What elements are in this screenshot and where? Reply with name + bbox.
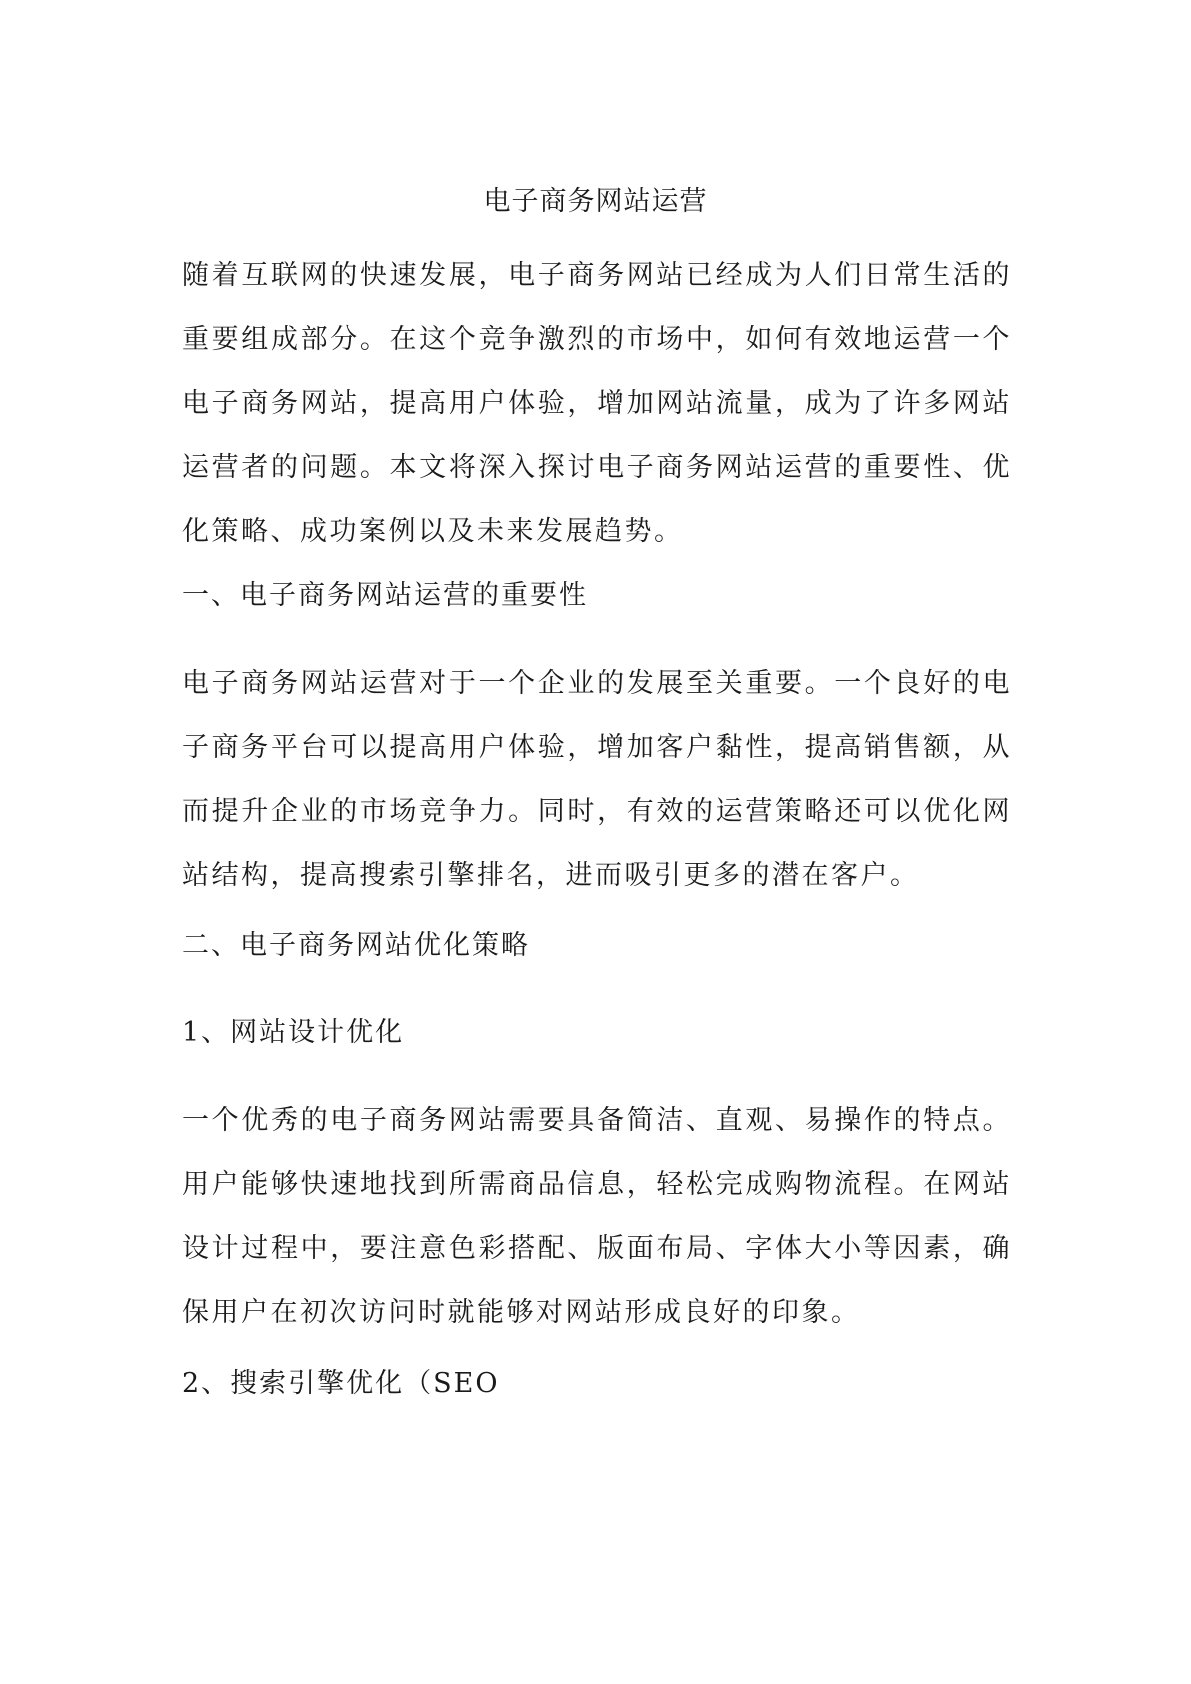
section1-heading: 一、电子商务网站运营的重要性 — [182, 580, 588, 611]
subsection2-heading: 2、搜索引擎优化（SEO — [182, 1368, 500, 1399]
subsection1-paragraph: 一个优秀的电子商务网站需要具备简洁、直观、易操作的特点。用户能够快速地找到所需商品信息，轻松完成购物流程。在网站设计过程中，要注意色彩搭配、版面布局、字体大小等因素，确保用户在初次访问时就能够对网站形成良好的印象。 — [182, 1105, 1012, 1328]
subsection1-heading: 1、网站设计优化 — [182, 1017, 405, 1048]
section1-paragraph: 电子商务网站运营对于一个企业的发展至关重要。一个良好的电子商务平台可以提高用户体验，增加客户黏性，提高销售额，从而提升企业的市场竞争力。同时，有效的运营策略还可以优化网站结构，提高搜索引擎排名，进而吸引更多的潜在客户。 — [182, 668, 1012, 891]
intro-paragraph: 随着互联网的快速发展，电子商务网站已经成为人们日常生活的重要组成部分。在这个竞争激烈的市场中，如何有效地运营一个电子商务网站，提高用户体验，增加网站流量，成为了许多网站运营者的问题。本文将深入探讨电子商务网站运营的重要性、优化策略、成功案例以及未来发展趋势。 — [182, 260, 1012, 547]
section2-heading: 二、电子商务网站优化策略 — [182, 930, 530, 961]
document-title: 电子商务网站运营 — [483, 186, 708, 217]
